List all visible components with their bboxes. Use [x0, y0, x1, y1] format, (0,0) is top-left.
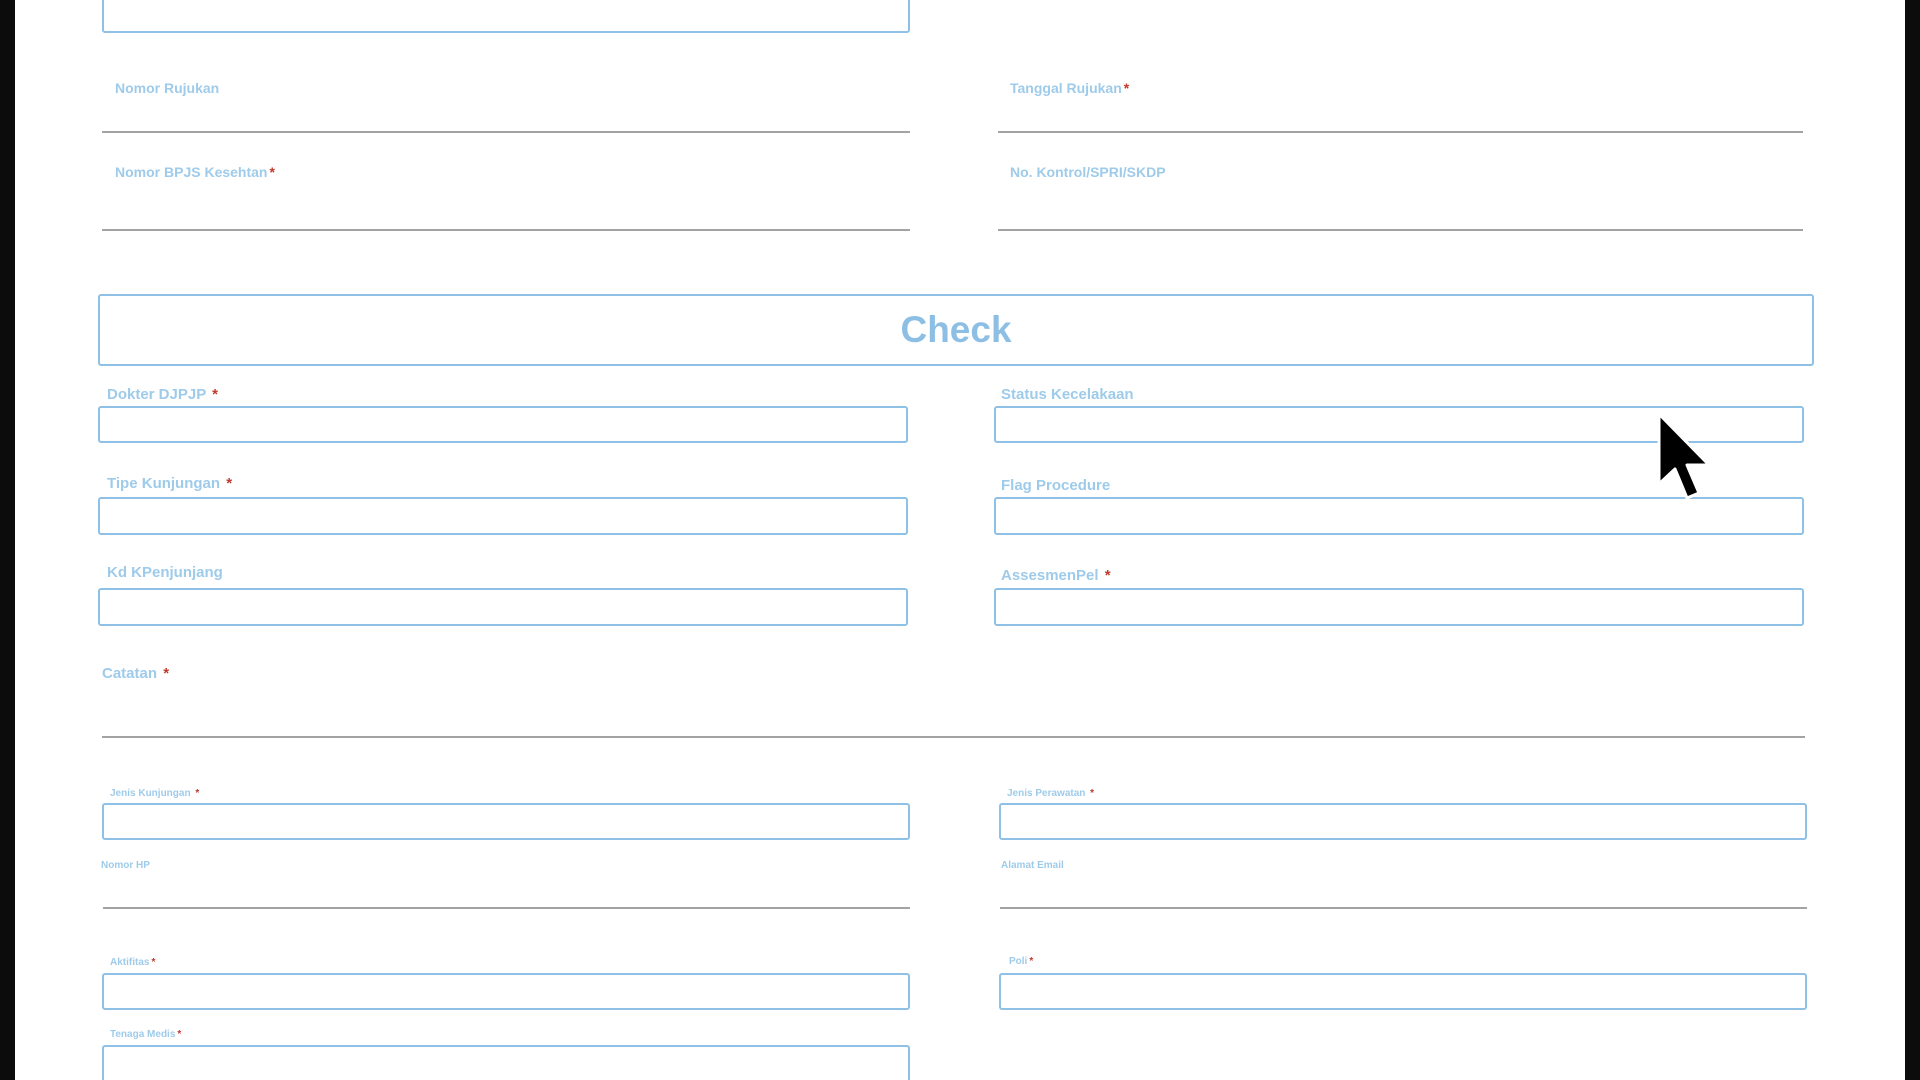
tipe-kunjungan-field[interactable] [98, 497, 908, 535]
alamat-email-field[interactable] [1000, 907, 1807, 909]
check-button[interactable]: Check [98, 294, 1814, 366]
nomor-rujukan-field[interactable] [102, 131, 910, 133]
assesmen-pel-label: AssesmenPel * [1001, 567, 1111, 584]
required-marker: * [269, 164, 275, 180]
poli-field[interactable] [999, 973, 1807, 1010]
jenis-perawatan-label: Jenis Perawatan * [1007, 788, 1095, 799]
required-marker: * [177, 1029, 182, 1040]
required-marker: * [226, 475, 233, 492]
kd-kpenjunjang-label: Kd KPenjunjang [107, 564, 223, 581]
nomor-rujukan-label: Nomor Rujukan [115, 80, 220, 96]
required-marker: * [1090, 788, 1095, 799]
jenis-kunjungan-label: Jenis Kunjungan * [110, 788, 200, 799]
aktifitas-label: Aktifitas * [110, 957, 156, 968]
flag-procedure-label: Flag Procedure [1001, 477, 1111, 494]
required-marker: * [1029, 956, 1034, 967]
tipe-kunjungan-label: Tipe Kunjungan * [107, 475, 233, 492]
kd-kpenjunjang-field[interactable] [98, 588, 908, 626]
tenaga-medis-label: Tenaga Medis * [110, 1029, 182, 1040]
no-kontrol-label: No. Kontrol/SPRI/SKDP [1010, 164, 1166, 180]
jenis-kunjungan-field[interactable] [102, 803, 910, 840]
required-marker: * [1104, 567, 1111, 584]
assesmen-pel-field[interactable] [994, 588, 1804, 626]
nomor-bpjs-label: Nomor BPJS Kesehtan * [115, 164, 275, 180]
required-marker: * [1123, 80, 1130, 96]
required-marker: * [195, 788, 200, 799]
tenaga-medis-field[interactable] [102, 1045, 910, 1080]
tanggal-rujukan-label: Tanggal Rujukan * [1010, 80, 1130, 96]
no-kontrol-field[interactable] [998, 229, 1803, 231]
tanggal-rujukan-field[interactable] [998, 131, 1803, 133]
nomor-hp-label: Nomor HP [101, 860, 150, 871]
arrow-pointer-icon [1657, 412, 1721, 504]
aktifitas-field[interactable] [102, 973, 910, 1010]
alamat-email-label: Alamat Email [1001, 860, 1064, 871]
poli-label: Poli * [1009, 956, 1034, 967]
dokter-djpjp-field[interactable] [98, 406, 908, 443]
nomor-bpjs-field[interactable] [102, 229, 910, 231]
dokter-djpjp-label: Dokter DJPJP * [107, 386, 218, 403]
top-partial-field[interactable] [102, 0, 910, 33]
required-marker: * [212, 386, 218, 403]
jenis-perawatan-field[interactable] [999, 803, 1807, 840]
catatan-field[interactable] [102, 736, 1805, 738]
window-edge [1905, 0, 1920, 1080]
nomor-hp-field[interactable] [103, 907, 910, 909]
status-kecelakaan-label: Status Kecelakaan [1001, 386, 1134, 403]
catatan-label: Catatan * [102, 665, 170, 682]
required-marker: * [163, 665, 170, 682]
form-page [15, 0, 1905, 1080]
required-marker: * [151, 957, 156, 968]
